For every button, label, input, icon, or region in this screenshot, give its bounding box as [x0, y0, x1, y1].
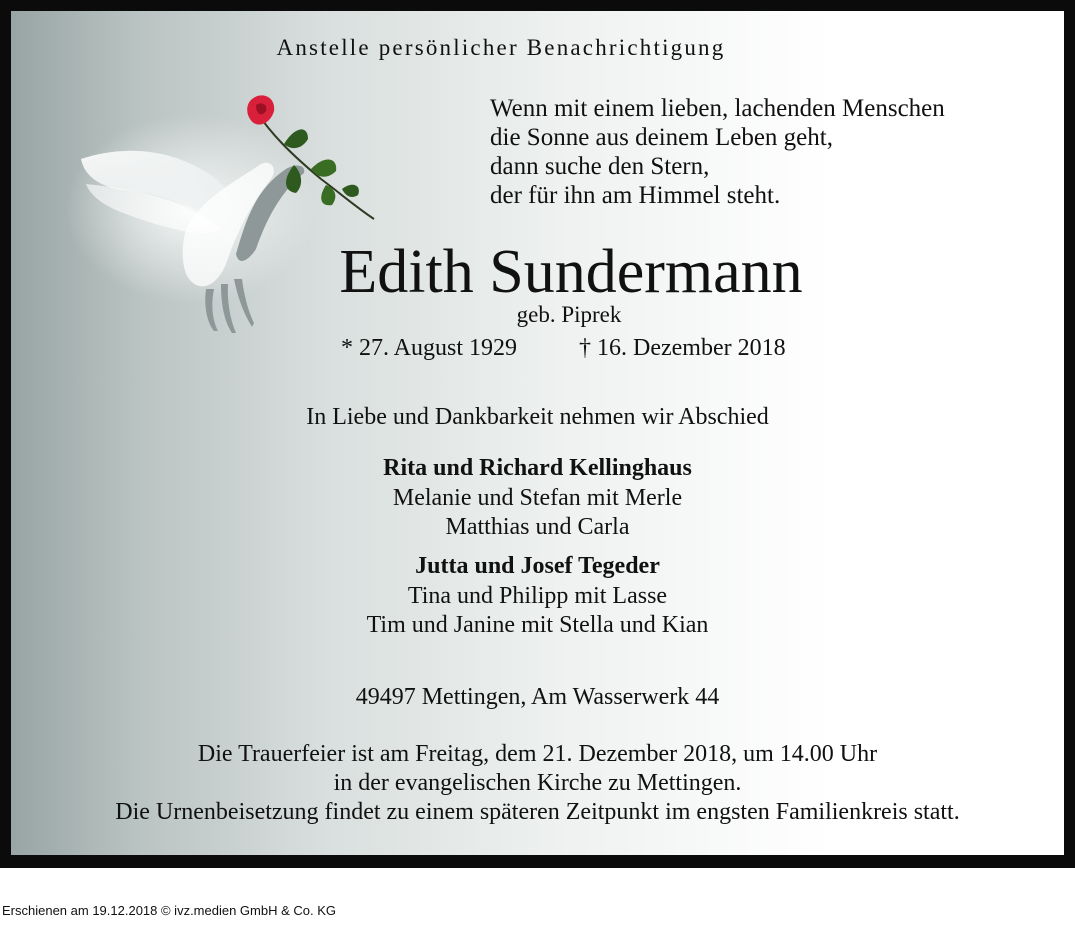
deceased-name: Edith Sundermann: [339, 238, 803, 306]
birth-name: geb. Piprek: [516, 302, 622, 327]
poem-line: der für ihn am Himmel steht.: [490, 182, 781, 209]
family-head: Rita und Richard Kellinghaus: [383, 455, 692, 481]
obituary-card: [11, 11, 1064, 855]
family-member: Melanie und Stefan mit Merle: [392, 485, 683, 511]
family-member: Tim und Janine mit Stella und Kian: [366, 612, 709, 638]
family-head: Jutta und Josef Tegeder: [415, 553, 660, 579]
poem-line: dann suche den Stern,: [490, 153, 710, 180]
death-date: † 16. Dezember 2018: [579, 335, 786, 361]
header-notice: Anstelle persönlicher Benachrichtigung: [276, 35, 726, 60]
family-member: Tina und Philipp mit Lasse: [407, 583, 668, 609]
family-member: Matthias und Carla: [445, 514, 630, 540]
ceremony-line: Die Trauerfeier ist am Freitag, dem 21. Dezember 2018, um 14.00 Uhr: [197, 741, 878, 767]
farewell-text: In Liebe und Dankbarkeit nehmen wir Abschied: [306, 404, 769, 430]
ceremony-line: in der evangelischen Kirche zu Mettingen.: [333, 770, 742, 796]
publication-footer: Erschienen am 19.12.2018 © ivz.medien GmbH & Co. KG: [2, 903, 337, 918]
birth-date: * 27. August 1929: [341, 335, 518, 361]
address: 49497 Mettingen, Am Wasserwerk 44: [355, 684, 720, 710]
poem-line: Wenn mit einem lieben, lachenden Menschen: [490, 95, 945, 122]
poem-line: die Sonne aus deinem Leben geht,: [490, 124, 833, 151]
ceremony-line: Die Urnenbeisetzung findet zu einem späteren Zeitpunkt im engsten Familienkreis statt.: [115, 799, 960, 825]
